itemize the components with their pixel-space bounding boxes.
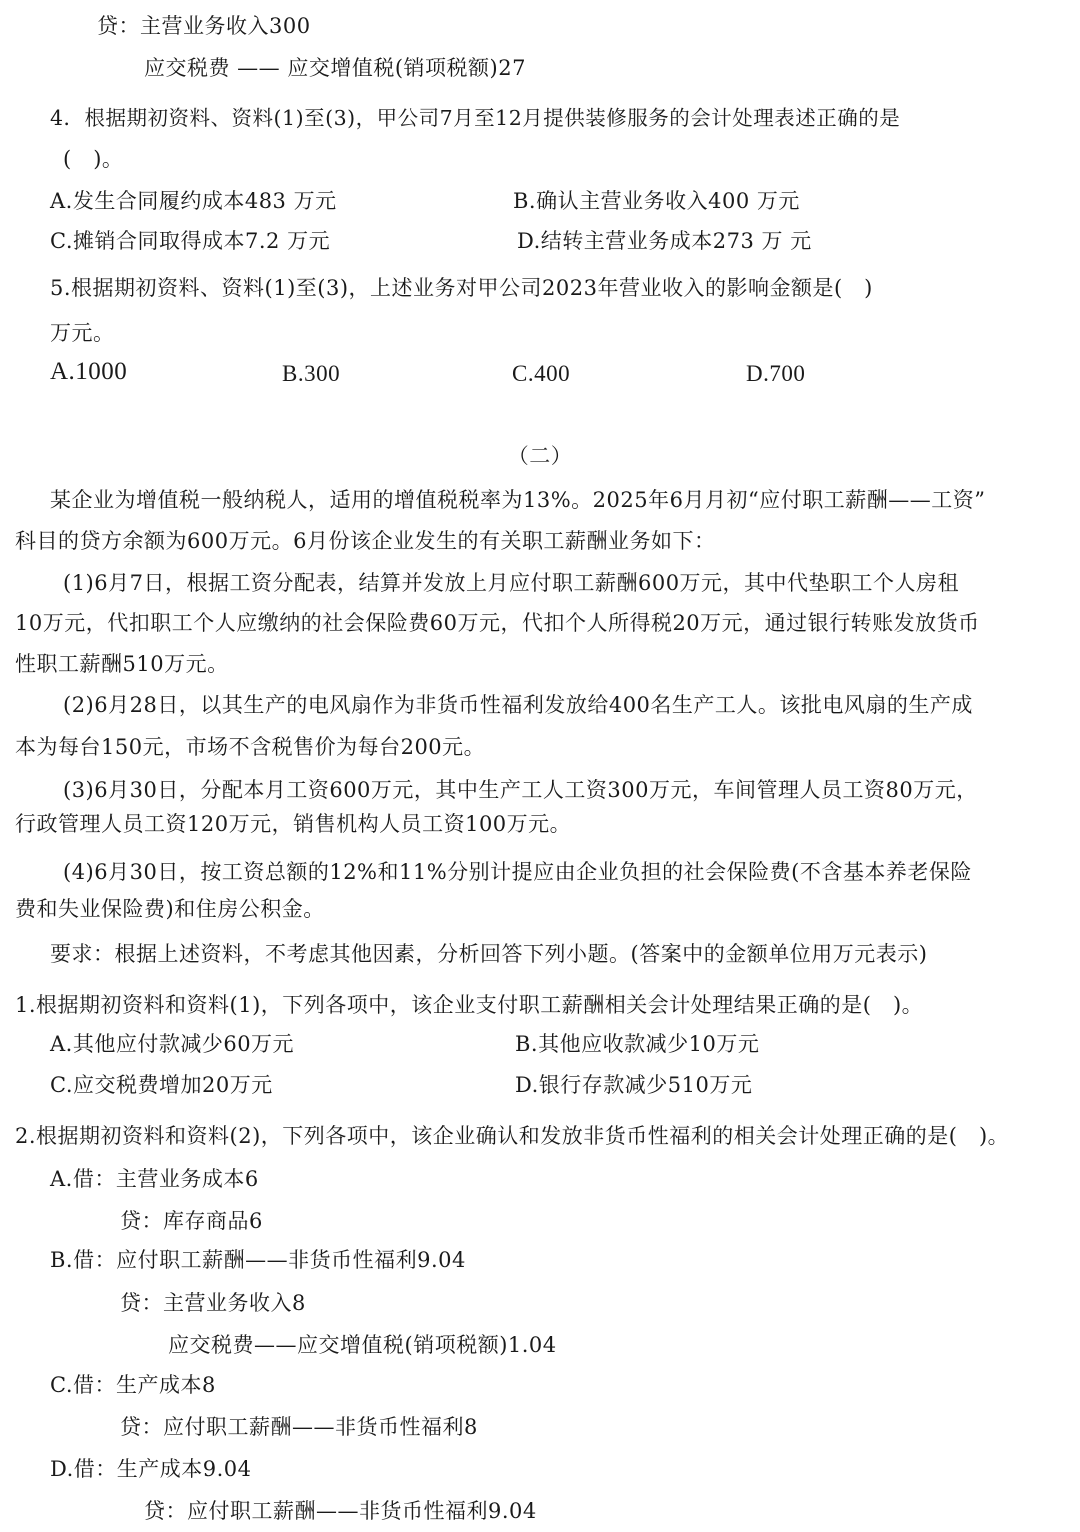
q5-option-c[interactable]: C.400 xyxy=(512,361,571,386)
question-2-stem: 2.根据期初资料和资料(2)，下列各项中，该企业确认和发放非货币性福利的相关会计处理正确的是( )。 xyxy=(15,1124,1010,1148)
q2-option-b-credit: 贷：主营业务收入8 xyxy=(120,1291,306,1315)
material-2: (2)6月28日，以其生产的电风扇作为非货币性福利发放给400名生产工人。该批电风扇的生产成 xyxy=(63,693,973,717)
question-5-stem: 5.根据期初资料、资料(1)至(3)，上述业务对甲公司2023年营业收入的影响金额是( ) xyxy=(50,276,873,300)
q2-option-d-credit: 贷：应付职工薪酬——非货币性福利9.04 xyxy=(144,1499,537,1523)
q1-option-a[interactable]: A.其他应付款减少60万元 xyxy=(50,1032,295,1056)
material-3: (3)6月30日，分配本月工资600万元，其中生产工人工资300万元，车间管理人员工资80万元， xyxy=(63,778,978,802)
q5-option-a[interactable]: A.1000 xyxy=(50,358,128,385)
material-1-cont: 10万元，代扣职工个人应缴纳的社会保险费60万元，代扣个人所得税20万元，通过银行转账发放货币 xyxy=(15,611,980,635)
question-1-stem: 1.根据期初资料和资料(1)，下列各项中，该企业支付职工薪酬相关会计处理结果正确的是( )。 xyxy=(15,993,924,1017)
material-3-cont: 行政管理人员工资120万元，销售机构人员工资100万元。 xyxy=(15,812,572,836)
q2-option-d[interactable]: D.借：生产成本9.04 xyxy=(50,1457,252,1481)
credit-entry-line: 应交税费 —— 应交增值税(销项税额)27 xyxy=(144,56,526,80)
q5-option-d[interactable]: D.700 xyxy=(746,361,806,386)
q1-option-b[interactable]: B.其他应收款减少10万元 xyxy=(515,1032,760,1056)
q2-option-a-credit: 贷：库存商品6 xyxy=(120,1209,263,1233)
q4-option-d[interactable]: D.结转主营业务成本273 万 元 xyxy=(517,229,812,253)
q4-option-a[interactable]: A.发生合同履约成本483 万元 xyxy=(50,189,337,213)
case-intro: 某企业为增值税一般纳税人，适用的增值税税率为13%。2025年6月月初“应付职工薪酬——工资” xyxy=(50,488,986,512)
q4-option-c[interactable]: C.摊销合同取得成本7.2 万元 xyxy=(50,229,331,253)
credit-entry-line: 贷：主营业务收入300 xyxy=(97,14,311,38)
material-4-cont: 费和失业保险费)和住房公积金。 xyxy=(15,897,325,921)
question-4-stem-cont: ( )。 xyxy=(63,147,124,171)
section-heading: （二） xyxy=(507,444,573,468)
material-1: (1)6月7日，根据工资分配表，结算并发放上月应付职工薪酬600万元，其中代垫职工个人房租 xyxy=(63,571,960,595)
q1-option-d[interactable]: D.银行存款减少510万元 xyxy=(515,1073,753,1097)
material-1-cont: 性职工薪酬510万元。 xyxy=(15,652,229,676)
q4-option-b[interactable]: B.确认主营业务收入400 万元 xyxy=(513,189,800,213)
q2-option-c[interactable]: C.借：生产成本8 xyxy=(50,1373,216,1397)
q2-option-c-credit: 贷：应付职工薪酬——非货币性福利8 xyxy=(120,1415,478,1439)
question-5-stem-cont: 万元。 xyxy=(50,321,115,345)
material-2-cont: 本为每台150元，市场不含税售价为每台200元。 xyxy=(15,735,486,759)
q1-option-c[interactable]: C.应交税费增加20万元 xyxy=(50,1073,273,1097)
requirement-text: 要求：根据上述资料，不考虑其他因素，分析回答下列小题。(答案中的金额单位用万元表示) xyxy=(50,942,928,966)
question-4-stem: 4．根据期初资料、资料(1)至(3)，甲公司7月至12月提供装修服务的会计处理表述正确的是 xyxy=(50,106,901,130)
material-4: (4)6月30日，按工资总额的12%和11%分别计提应由企业负担的社会保险费(不含基本养老保险 xyxy=(63,860,972,884)
q2-option-b-credit: 应交税费——应交增值税(销项税额)1.04 xyxy=(168,1333,557,1357)
q5-option-b[interactable]: B.300 xyxy=(282,361,341,386)
q2-option-b[interactable]: B.借：应付职工薪酬——非货币性福利9.04 xyxy=(50,1248,466,1272)
q2-option-a[interactable]: A.借：主营业务成本6 xyxy=(50,1167,259,1191)
case-intro-cont: 科目的贷方余额为600万元。6月份该企业发生的有关职工薪酬业务如下： xyxy=(15,529,716,553)
